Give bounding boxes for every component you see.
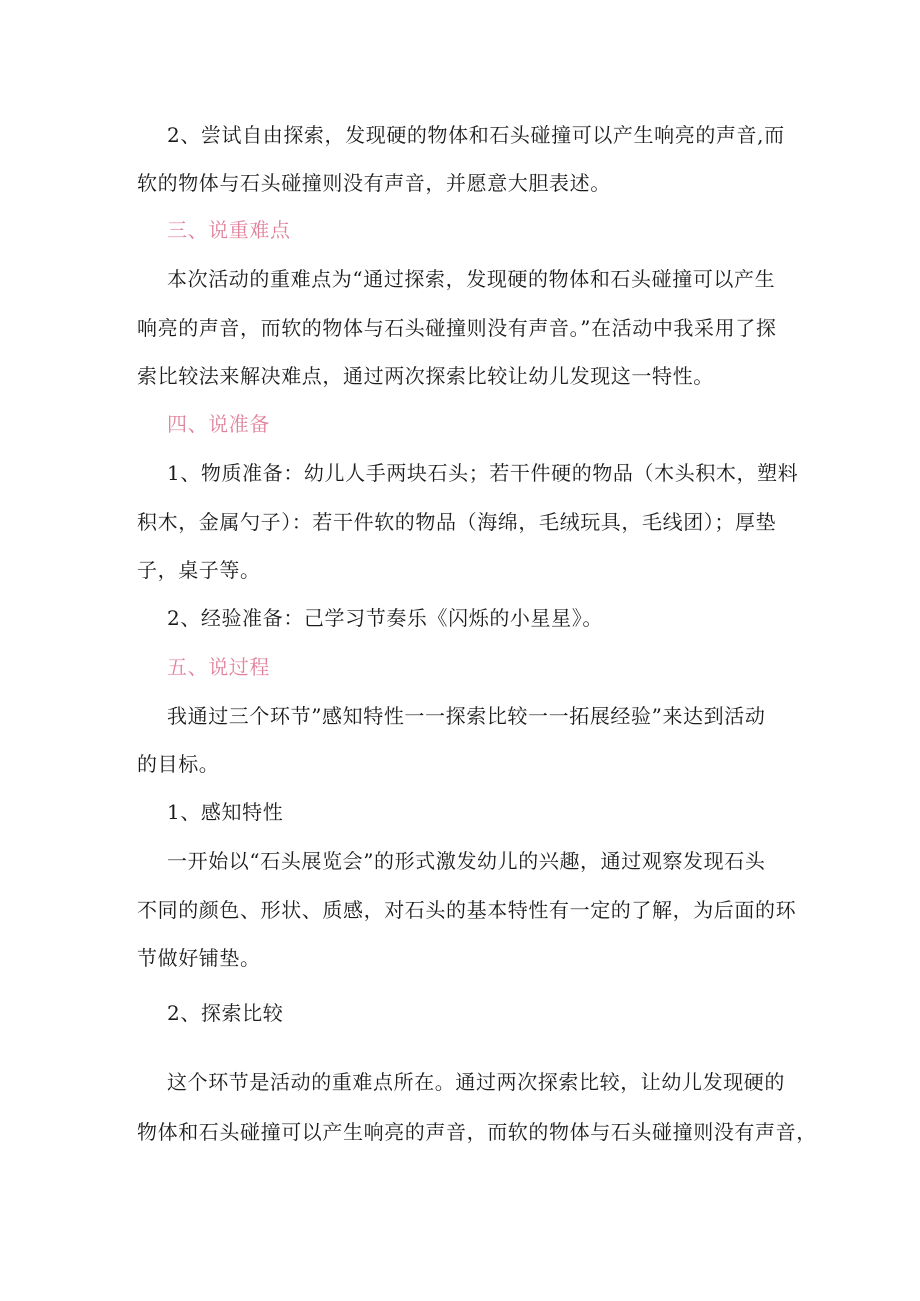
section-heading-key-points: 三、说重难点	[167, 218, 291, 242]
preparation-item-1-line-2: 积木，金属勺子）：若干件软的物品（海绵，毛绒玩具，毛线团）；厚垫	[137, 510, 777, 534]
preparation-item-1-line-1: 1、物质准备：幼儿人手两块石头；若干件硬的物品（木头积木，塑料	[167, 461, 799, 485]
step-2-line-2: 物体和石头碰撞可以产生响亮的声音，而软的物体与石头碰撞则没有声音，	[137, 1120, 817, 1144]
section-heading-process: 五、说过程	[167, 655, 270, 679]
preparation-item-2: 2、经验准备：己学习节奏乐《闪烁的小星星》。	[167, 606, 603, 630]
step-2-title: 2、探索比较	[167, 1001, 284, 1025]
process-intro-line-2: 的目标。	[137, 752, 220, 776]
key-points-line-2: 响亮的声音，而软的物体与石头碰撞则没有声音。”在活动中我采用了探	[137, 316, 777, 340]
step-2-line-1: 这个环节是活动的重难点所在。通过两次探索比较，让幼儿发现硬的	[167, 1070, 785, 1094]
preparation-item-1-line-3: 子，桌子等。	[137, 558, 261, 582]
key-points-line-3: 索比较法来解决难点，通过两次探索比较让幼儿发现这一特性。	[137, 364, 714, 388]
section-heading-preparation: 四、说准备	[167, 412, 270, 436]
key-points-line-1: 本次活动的重难点为“通过探索，发现硬的物体和石头碰撞可以产生	[167, 267, 776, 291]
goal-2-line-2: 软的物体与石头碰撞则没有声音，并愿意大胆表述。	[137, 171, 611, 195]
step-1-line-2: 不同的颜色、形状、质感，对石头的基本特性有一定的了解，为后面的环	[137, 898, 797, 922]
step-1-line-3: 节做好铺垫。	[137, 946, 261, 970]
goal-2-line-1: 2、尝试自由探索，发现硬的物体和石头碰撞可以产生响亮的声音,而	[167, 123, 785, 147]
process-intro-line-1: 我通过三个环节”感知特性一一探索比较一一拓展经验”来达到活动	[167, 704, 766, 728]
step-1-title: 1、感知特性	[167, 800, 284, 824]
step-1-line-1: 一开始以“石头展览会”的形式激发幼儿的兴趣，通过观察发现石头	[167, 849, 766, 873]
